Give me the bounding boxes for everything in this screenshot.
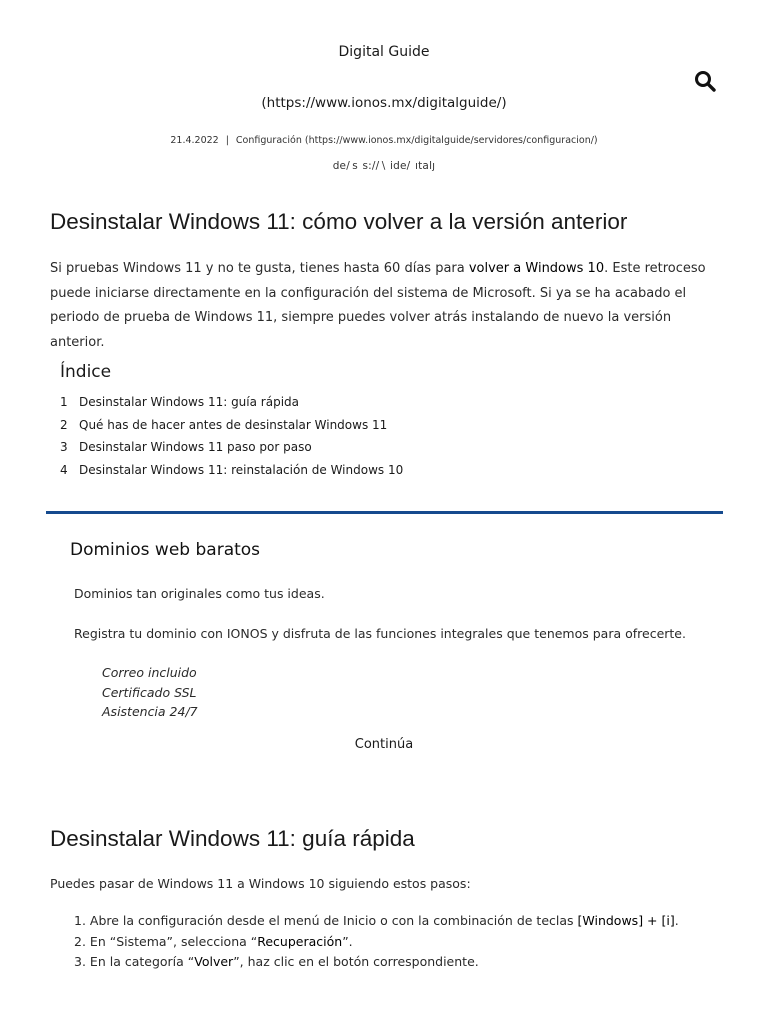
- step-text-end: ”.: [342, 933, 353, 949]
- continue-link[interactable]: Continúa: [354, 737, 414, 752]
- step-text-end: .: [674, 913, 679, 928]
- list-item: [74, 932, 679, 953]
- intro-text: Si pruebas Windows 11 y no te gusta, tienes hasta 60 días para: [50, 261, 469, 276]
- step-number: 3.: [74, 954, 86, 969]
- step-number: 1.: [74, 913, 86, 928]
- step-keyword: Volver: [194, 954, 234, 969]
- article-meta: [0, 135, 768, 146]
- article-title: Desinstalar Windows 11: cómo volver a la versión anterior: [50, 209, 628, 234]
- step-keyword: Recuperación: [257, 933, 343, 949]
- promo-description-2: Registra tu dominio con IONOS y disfruta de las funciones integrales que tenemos para ofrecerte.: [74, 626, 686, 641]
- promo-title: Dominios web baratos: [70, 540, 261, 560]
- site-title[interactable]: Digital Guide: [338, 44, 430, 60]
- step-text: En “Sistema”, selecciona “: [89, 933, 258, 949]
- list-item: [74, 911, 679, 932]
- intro-text-cont: . Este retroceso puede iniciarse directamente en la configuración del sistema de Microsoft. Si ya se ha acabado el periodo de prueba de Windows 11, siempre puedes volver atrás instalando de nuevo la versión anterior.: [50, 261, 706, 350]
- toc-item-label: Desinstalar Windows 11: guía rápida: [79, 395, 300, 409]
- toc-item-label: Qué has de hacer antes de desinstalar Windows 11: [79, 417, 388, 432]
- garbled-link-text: de/ s s:// \ ide/ ıtalȷ: [332, 160, 436, 172]
- steps-list: [74, 911, 679, 973]
- promo-divider: [46, 511, 723, 514]
- step-text: Abre la configuración desde el menú de Inicio o con la combinación de teclas: [89, 913, 578, 928]
- toc-item-number: 2: [60, 417, 68, 432]
- toc-item-label: Desinstalar Windows 11 paso por paso: [79, 440, 312, 454]
- toc-item[interactable]: [60, 436, 403, 459]
- step-text-end: ”, haz clic en el botón correspondiente.: [233, 954, 479, 969]
- promo-feature-list: [102, 663, 198, 722]
- toc-item-label: Desinstalar Windows 11: reinstalación de Windows 10: [79, 462, 404, 477]
- table-of-contents: [60, 391, 403, 481]
- list-item: [74, 952, 679, 973]
- section-title: Desinstalar Windows 11: guía rápida: [50, 826, 415, 851]
- promo-feature: Certificado SSL: [102, 684, 197, 700]
- publish-date: 21.4.2022: [170, 135, 219, 146]
- search-icon[interactable]: [694, 70, 716, 92]
- meta-separator: |: [225, 135, 229, 146]
- toc-item[interactable]: [60, 391, 403, 414]
- toc-item-number: 3: [60, 440, 68, 454]
- promo-feature: Correo incluido: [102, 665, 197, 680]
- toc-title: Índice: [60, 362, 112, 382]
- step-text: En la categoría “: [89, 954, 195, 969]
- promo-description: Dominios tan originales como tus ideas.: [74, 586, 325, 601]
- toc-item-number: 4: [60, 462, 68, 477]
- promo-feature: Asistencia 24/7: [102, 704, 198, 719]
- step-number: 2.: [74, 933, 86, 949]
- article-intro: [50, 257, 720, 355]
- windows10-link[interactable]: volver a Windows 10: [468, 261, 605, 276]
- toc-item[interactable]: [60, 414, 403, 437]
- toc-item[interactable]: [60, 459, 403, 482]
- toc-item-number: 1: [60, 395, 68, 409]
- section-intro: Puedes pasar de Windows 11 a Windows 10 siguiendo estos pasos:: [50, 876, 471, 891]
- site-url[interactable]: (https://www.ionos.mx/digitalguide/): [261, 95, 507, 111]
- step-keyword: [Windows] + [i]: [577, 913, 675, 928]
- category-link[interactable]: Configuración (https://www.ionos.mx/digitalguide/servidores/configuracion/): [235, 135, 598, 146]
